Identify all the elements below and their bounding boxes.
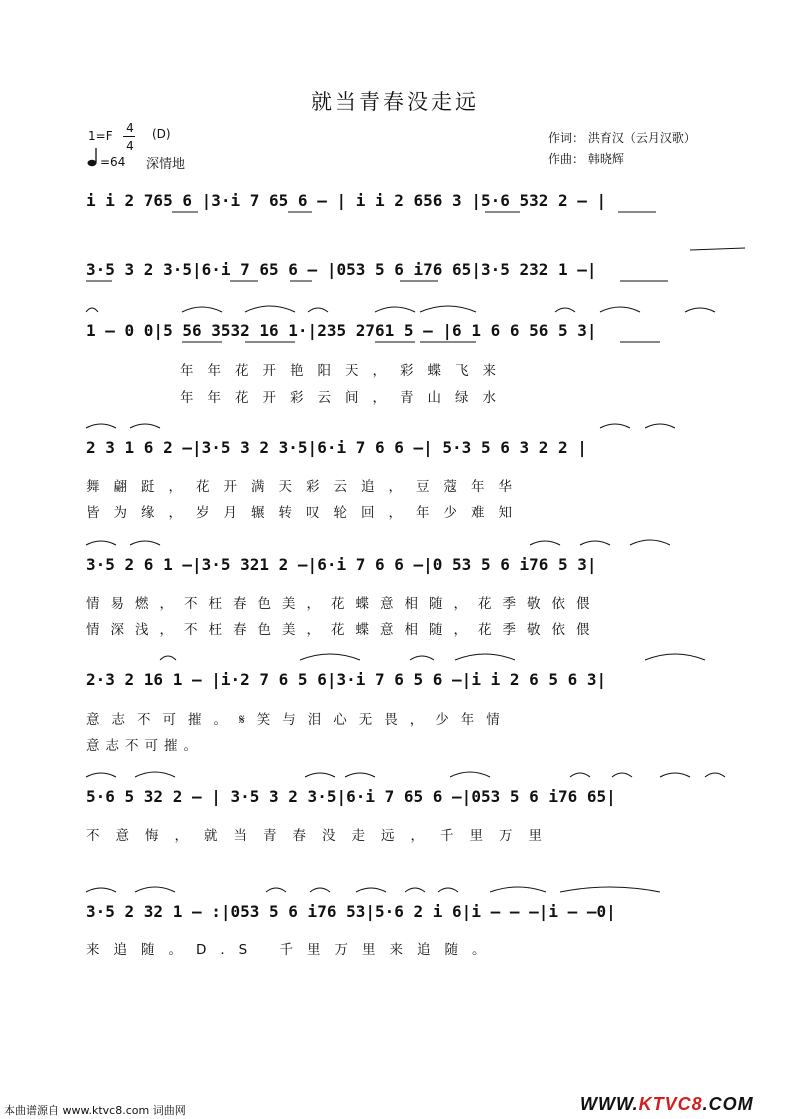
lyric-line-5b: 情深浅，不枉春色美，花蝶意相随，花季敬依偎 bbox=[86, 622, 601, 638]
key-signature: 1=F bbox=[88, 129, 113, 143]
notation-line-4: 2 3 1 6 2 –|3·5 3 2 3·5|6·i 7 6 6 –| 5·3 5 6 3 2 2 | bbox=[86, 438, 587, 457]
time-signature-top: 4 bbox=[126, 121, 134, 135]
lyric-line-3b: 年年花开彩云间，青山绿水 bbox=[180, 390, 510, 406]
notation-line-6: 2·3 2 16 1 – |i·2 7 6 5 6|3·i 7 6 5 6 –|i i 2 6 5 6 3| bbox=[86, 670, 607, 689]
alternate-key: (D) bbox=[152, 127, 171, 141]
footer-brand-name: KTVC8 bbox=[638, 1094, 703, 1114]
notation-line-1: i i 2 765 6 |3·i 7 65 6 – | i i 2 656 3 |5·6 532 2 – | bbox=[86, 191, 607, 210]
notation-line-7: 5·6 5 32 2 – | 3·5 3 2 3·5|6·i 7 65 6 –|053 5 6 i76 65| bbox=[86, 787, 616, 806]
footer-brand-prefix: WWW. bbox=[580, 1094, 639, 1114]
footer-source-text: 本曲谱源自 www.ktvc8.com 词曲网 bbox=[4, 1104, 186, 1117]
composer-credit: 作曲： 韩晓辉 bbox=[548, 152, 624, 166]
lyric-line-7: 不意悔，就当青春没走远，千里万里 bbox=[86, 828, 558, 844]
lyric-line-8: 来追随。D.S 千里万里来追随。 bbox=[86, 942, 500, 958]
footer-brand-watermark bbox=[580, 1094, 754, 1115]
song-title: 就当青春没走远 bbox=[311, 90, 479, 114]
lyric-line-4a: 舞翩跹，花开满天彩云追，豆蔻年华 bbox=[86, 479, 526, 495]
notation-line-3: 1 – 0 0|5 56 3532 16 1·|235 2761 5 – |6 1 6 6 56 5 3| bbox=[86, 321, 597, 340]
lyric-line-3a: 年年花开艳阳天，彩蝶飞来 bbox=[180, 363, 510, 379]
time-signature-bottom: 4 bbox=[126, 139, 134, 153]
notation-line-2: 3·5 3 2 3·5|6·i 7 65 6 – |053 5 6 i76 65|3·5 232 1 –| bbox=[86, 260, 597, 279]
tempo-expression: 深情地 bbox=[146, 157, 186, 172]
lyric-line-6a: 意志不可摧。𝄋笑与泪心无畏，少年情 bbox=[86, 712, 512, 728]
lyric-line-6b: 意志不可摧。 bbox=[86, 738, 203, 754]
notation-line-8: 3·5 2 32 1 – :|053 5 6 i76 53|5·6 2 i 6|i – – –|i – –0| bbox=[86, 902, 616, 921]
footer-brand-suffix: .COM bbox=[702, 1094, 754, 1114]
lyricist-credit: 作词： 洪育汉（云月汉歌） bbox=[548, 131, 696, 145]
lyric-line-4b: 皆为缘，岁月辗转叹轮回，年少难知 bbox=[86, 505, 526, 521]
tempo-value: =64 bbox=[100, 155, 126, 169]
lyric-line-5a: 情易燃，不枉春色美，花蝶意相随，花季敬依偎 bbox=[86, 596, 601, 612]
notation-line-5: 3·5 2 6 1 –|3·5 321 2 –|6·i 7 6 6 –|0 53 5 6 i76 5 3| bbox=[86, 555, 597, 574]
